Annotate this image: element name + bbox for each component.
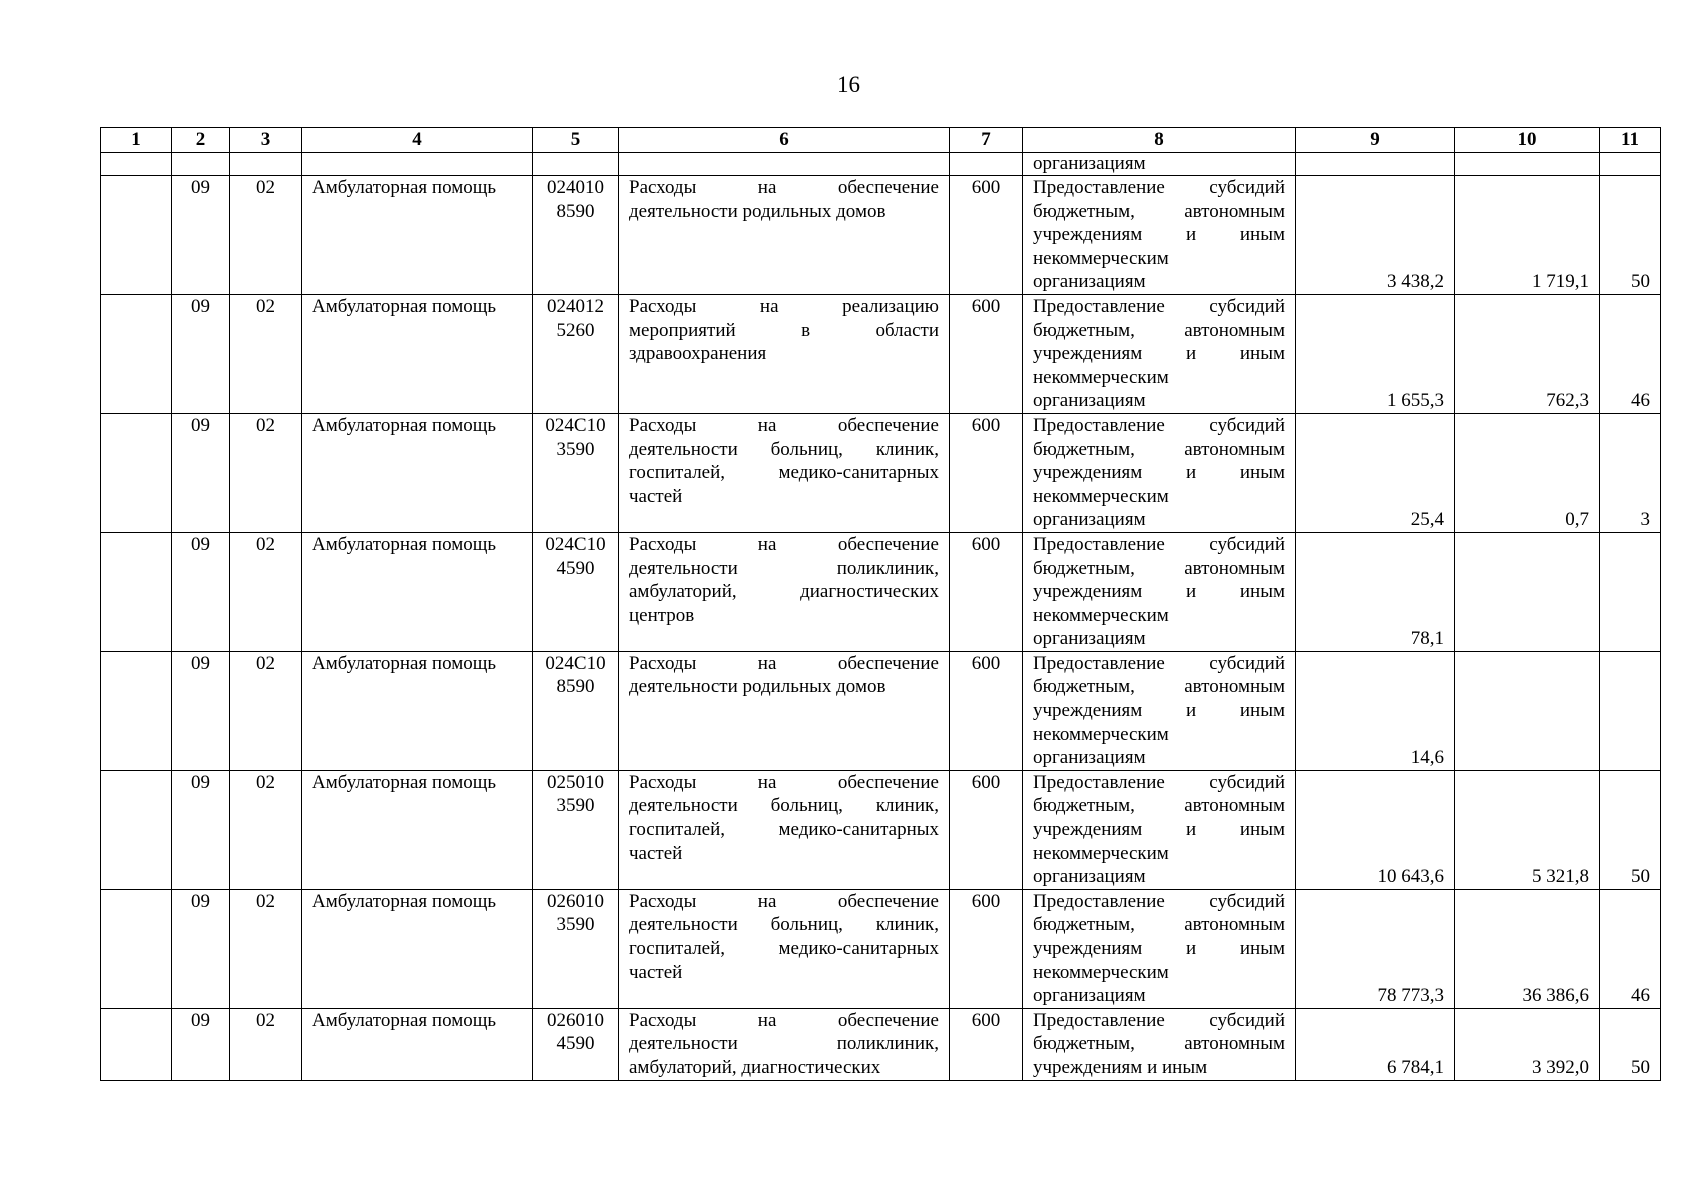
recipient-line: учреждениям и иным	[1033, 343, 1285, 365]
recipient-line: некоммерческим	[1033, 485, 1169, 507]
recipient-line: Предоставление субсидий	[1033, 414, 1285, 436]
executed-cell	[1455, 532, 1600, 651]
subsection-cell: 02	[230, 176, 302, 295]
code-line: 024С10	[545, 414, 606, 436]
code-line: 024010	[547, 177, 604, 198]
section-cell: 09	[172, 770, 230, 889]
description-line: Расходы на реализацию	[629, 295, 939, 317]
column-header: 1	[101, 128, 172, 153]
name-cell: Амбулаторная помощь	[302, 532, 533, 651]
recipient-line: учреждениям и иным	[1033, 819, 1285, 841]
section-cell: 09	[172, 651, 230, 770]
subsection-cell: 02	[230, 1008, 302, 1080]
code-cell	[533, 889, 619, 1008]
description-line: Расходы на обеспечение	[629, 414, 939, 436]
recipient-line: бюджетным, автономным	[1033, 795, 1285, 817]
name-cell: Амбулаторная помощь	[302, 294, 533, 413]
table-cell	[101, 294, 172, 413]
recipient-line: бюджетным, автономным	[1033, 200, 1285, 222]
code-line: 8590	[556, 200, 595, 222]
recipient-line: бюджетным, автономным	[1033, 1033, 1285, 1055]
recipient-line: некоммерческим	[1033, 961, 1169, 983]
description-line: Расходы на обеспечение	[629, 177, 939, 198]
description-line: частей	[629, 485, 683, 507]
percent-cell: 3	[1600, 413, 1661, 532]
description-line: деятельности больниц, клиник,	[629, 438, 939, 460]
description-cell	[619, 1008, 950, 1080]
description-line: амбулаторий, диагностических	[629, 581, 939, 603]
executed-cell: 762,3	[1455, 294, 1600, 413]
subsection-cell: 02	[230, 532, 302, 651]
page-number: 16	[837, 72, 860, 97]
recipient-line: бюджетным, автономным	[1033, 914, 1285, 936]
table-cell	[619, 153, 950, 176]
description-line: деятельности родильных домов	[629, 200, 886, 222]
description-line: госпиталей, медико-санитарных	[629, 938, 939, 959]
recipient-line: Предоставление субсидий	[1033, 533, 1285, 555]
code-line: 026010	[547, 890, 604, 912]
recipient-line: некоммерческим	[1033, 604, 1169, 626]
description-line: Расходы на обеспечение	[629, 890, 939, 912]
code-line: 024012	[547, 295, 604, 317]
name-cell: Амбулаторная помощь	[302, 413, 533, 532]
executed-cell	[1455, 651, 1600, 770]
percent-cell: 46	[1600, 294, 1661, 413]
recipient-line: учреждениям и иным	[1033, 224, 1285, 246]
description-cell	[619, 532, 950, 651]
description-line: деятельности поликлиник,	[629, 1033, 939, 1055]
continuation-row	[101, 153, 1661, 176]
column-header: 2	[172, 128, 230, 153]
recipient-line: Предоставление субсидий	[1033, 890, 1285, 912]
recipient-cell	[1023, 770, 1296, 889]
type-cell: 600	[950, 889, 1023, 1008]
recipient-cell	[1023, 413, 1296, 532]
plan-cell: 78 773,3	[1296, 889, 1455, 1008]
table-cell	[101, 889, 172, 1008]
subsection-cell: 02	[230, 294, 302, 413]
recipient-cell	[1023, 532, 1296, 651]
description-cell	[619, 770, 950, 889]
column-header: 4	[302, 128, 533, 153]
description-cell	[619, 651, 950, 770]
column-header: 7	[950, 128, 1023, 153]
percent-cell	[1600, 651, 1661, 770]
description-line: центров	[629, 604, 695, 626]
code-cell	[533, 294, 619, 413]
budget-table	[100, 127, 1661, 1081]
table-cell	[1455, 153, 1600, 176]
code-line: 3590	[556, 438, 595, 460]
code-line: 8590	[556, 676, 595, 698]
table-row	[101, 651, 1661, 770]
table-cell	[230, 153, 302, 176]
recipient-cell	[1023, 294, 1296, 413]
plan-cell: 78,1	[1296, 532, 1455, 651]
executed-cell: 0,7	[1455, 413, 1600, 532]
recipient-line: учреждениям и иным	[1033, 581, 1285, 603]
executed-cell: 36 386,6	[1455, 889, 1600, 1008]
recipient-line: некоммерческим	[1033, 723, 1169, 745]
recipient-line: организациям	[1033, 628, 1146, 650]
table-cell	[101, 176, 172, 295]
table-cell	[101, 651, 172, 770]
section-cell: 09	[172, 532, 230, 651]
name-cell: Амбулаторная помощь	[302, 889, 533, 1008]
recipient-cell	[1023, 651, 1296, 770]
plan-cell: 14,6	[1296, 651, 1455, 770]
recipient-line: Предоставление субсидий	[1033, 1009, 1285, 1031]
subsection-cell: 02	[230, 651, 302, 770]
code-cell	[533, 770, 619, 889]
recipient-line: Предоставление субсидий	[1033, 652, 1285, 674]
description-cell	[619, 413, 950, 532]
recipient-line: бюджетным, автономным	[1033, 557, 1285, 579]
table-cell	[950, 153, 1023, 176]
name-cell: Амбулаторная помощь	[302, 770, 533, 889]
table-cell	[1296, 153, 1455, 176]
table-row	[101, 413, 1661, 532]
table-row	[101, 1008, 1661, 1080]
name-cell: Амбулаторная помощь	[302, 1008, 533, 1080]
column-header: 5	[533, 128, 619, 153]
type-cell: 600	[950, 532, 1023, 651]
type-cell: 600	[950, 1008, 1023, 1080]
recipient-line: бюджетным, автономным	[1033, 438, 1285, 460]
table-row	[101, 889, 1661, 1008]
percent-cell: 50	[1600, 770, 1661, 889]
description-line: Расходы на обеспечение	[629, 771, 939, 793]
code-cell	[533, 176, 619, 295]
subsection-cell: 02	[230, 413, 302, 532]
section-cell: 09	[172, 889, 230, 1008]
column-header: 10	[1455, 128, 1600, 153]
description-cell	[619, 294, 950, 413]
plan-cell: 3 438,2	[1296, 176, 1455, 295]
code-line: 4590	[556, 1033, 595, 1055]
code-line: 3590	[556, 914, 595, 936]
recipient-line: некоммерческим	[1033, 366, 1169, 388]
table-row	[101, 532, 1661, 651]
type-cell: 600	[950, 413, 1023, 532]
recipient-line: Предоставление субсидий	[1033, 177, 1285, 198]
description-line: частей	[629, 961, 683, 983]
type-cell: 600	[950, 651, 1023, 770]
plan-cell: 10 643,6	[1296, 770, 1455, 889]
code-cell	[533, 413, 619, 532]
code-line: 024С10	[545, 533, 606, 555]
code-line: 4590	[556, 557, 595, 579]
recipient-line: учреждениям и иным	[1033, 938, 1285, 959]
recipient-cell: организациям	[1023, 153, 1296, 176]
description-line: госпиталей, медико-санитарных	[629, 462, 939, 484]
code-cell	[533, 532, 619, 651]
table-cell	[101, 532, 172, 651]
type-cell: 600	[950, 770, 1023, 889]
column-header: 9	[1296, 128, 1455, 153]
description-line: деятельности больниц, клиник,	[629, 795, 939, 817]
code-line: 025010	[547, 771, 604, 793]
type-cell: 600	[950, 176, 1023, 295]
recipient-line: организациям	[1033, 271, 1146, 293]
description-line: здравоохранения	[629, 343, 767, 365]
recipient-line: Предоставление субсидий	[1033, 295, 1285, 317]
executed-cell: 3 392,0	[1455, 1008, 1600, 1080]
name-cell: Амбулаторная помощь	[302, 176, 533, 295]
code-line: 5260	[556, 319, 595, 341]
recipient-line: некоммерческим	[1033, 842, 1169, 864]
column-header: 11	[1600, 128, 1661, 153]
recipient-line: организациям	[1033, 866, 1146, 888]
table-row	[101, 176, 1661, 295]
section-cell: 09	[172, 176, 230, 295]
recipient-cell	[1023, 889, 1296, 1008]
table-cell	[101, 153, 172, 176]
subsection-cell: 02	[230, 889, 302, 1008]
table-cell	[1600, 153, 1661, 176]
name-cell: Амбулаторная помощь	[302, 651, 533, 770]
section-cell: 09	[172, 294, 230, 413]
code-cell	[533, 651, 619, 770]
recipient-line: Предоставление субсидий	[1033, 771, 1285, 793]
recipient-cell	[1023, 176, 1296, 295]
code-line: 026010	[547, 1009, 604, 1031]
description-line: госпиталей, медико-санитарных	[629, 819, 939, 841]
table-cell	[101, 1008, 172, 1080]
plan-cell: 6 784,1	[1296, 1008, 1455, 1080]
plan-cell: 1 655,3	[1296, 294, 1455, 413]
table-cell	[101, 770, 172, 889]
plan-cell: 25,4	[1296, 413, 1455, 532]
description-line: Расходы на обеспечение	[629, 1009, 939, 1031]
recipient-line: учреждениям и иным	[1033, 462, 1285, 484]
description-line: деятельности родильных домов	[629, 676, 886, 698]
recipient-cell	[1023, 1008, 1296, 1080]
recipient-line: учреждениям и иным	[1033, 700, 1285, 722]
code-cell	[533, 1008, 619, 1080]
table-cell	[172, 153, 230, 176]
table-cell	[533, 153, 619, 176]
percent-cell: 46	[1600, 889, 1661, 1008]
description-line: мероприятий в области	[629, 319, 939, 341]
column-header: 6	[619, 128, 950, 153]
recipient-line: организациям	[1033, 390, 1146, 412]
table-row	[101, 770, 1661, 889]
code-line: 3590	[556, 795, 595, 817]
recipient-line: некоммерческим	[1033, 247, 1169, 269]
description-cell	[619, 889, 950, 1008]
description-line: Расходы на обеспечение	[629, 652, 939, 674]
section-cell: 09	[172, 1008, 230, 1080]
description-line: деятельности больниц, клиник,	[629, 914, 939, 936]
description-line: частей	[629, 842, 683, 864]
type-cell: 600	[950, 294, 1023, 413]
recipient-line: организациям	[1033, 509, 1146, 531]
percent-cell	[1600, 532, 1661, 651]
executed-cell: 1 719,1	[1455, 176, 1600, 295]
recipient-line: бюджетным, автономным	[1033, 319, 1285, 341]
table-row	[101, 294, 1661, 413]
description-cell	[619, 176, 950, 295]
subsection-cell: 02	[230, 770, 302, 889]
recipient-line: организациям	[1033, 985, 1146, 1007]
column-header: 8	[1023, 128, 1296, 153]
code-line: 024С10	[545, 652, 606, 674]
section-cell: 09	[172, 413, 230, 532]
header-row	[101, 128, 1661, 153]
percent-cell: 50	[1600, 176, 1661, 295]
column-header: 3	[230, 128, 302, 153]
table-cell	[302, 153, 533, 176]
description-line: амбулаторий, диагностических	[629, 1056, 881, 1078]
description-line: деятельности поликлиник,	[629, 557, 939, 579]
recipient-line: организациям	[1033, 747, 1146, 769]
recipient-line: бюджетным, автономным	[1033, 676, 1285, 698]
percent-cell: 50	[1600, 1008, 1661, 1080]
table-cell	[101, 413, 172, 532]
description-line: Расходы на обеспечение	[629, 533, 939, 555]
recipient-line: учреждениям и иным	[1033, 1056, 1208, 1078]
executed-cell: 5 321,8	[1455, 770, 1600, 889]
